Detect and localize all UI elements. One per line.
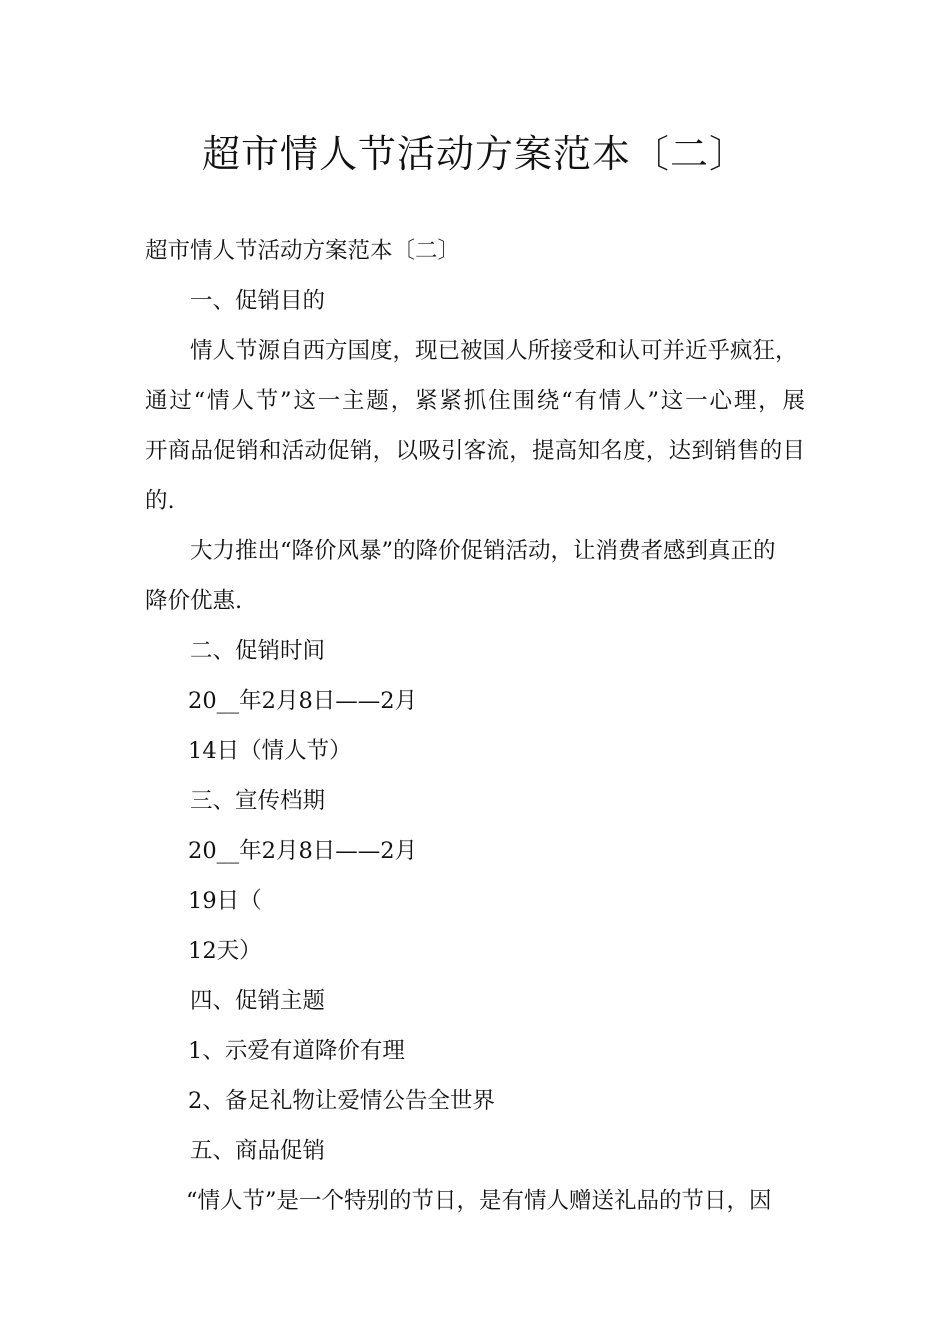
date-line: 19日（: [188, 888, 262, 914]
section-heading-goal: 一、促销目的: [190, 288, 326, 314]
date-line: 20__年2月8日——2月: [188, 688, 418, 714]
section-heading-promo-period: 三、宣传档期: [190, 788, 326, 814]
paragraph-line: 的.: [145, 488, 175, 514]
paragraph-line: 降价优惠.: [145, 588, 243, 614]
section-heading-theme: 四、促销主题: [190, 988, 326, 1014]
paragraph-line: “情人节”是一个特别的节日，是有情人赠送礼品的节日，因: [186, 1188, 772, 1214]
list-item: 1、示爱有道降价有理: [188, 1038, 405, 1064]
paragraph-line: 通过“情人节”这一主题，紧紧抓住围绕“有情人”这一心理，展: [145, 388, 805, 414]
list-item: 2、备足礼物让爱情公告全世界: [188, 1088, 495, 1114]
section-heading-products: 五、商品促销: [190, 1138, 326, 1164]
date-line: 14日（情人节）: [188, 738, 352, 764]
date-line: 12天）: [188, 938, 262, 964]
subtitle-line: 超市情人节活动方案范本〔二〕: [145, 238, 461, 264]
section-heading-time: 二、促销时间: [190, 638, 326, 664]
paragraph-line: 开商品促销和活动促销，以吸引客流，提高知名度，达到销售的目: [145, 438, 805, 464]
document-title: 超市情人节活动方案范本〔二〕: [201, 132, 748, 176]
paragraph-line: 大力推出“降价风暴”的降价促销活动，让消费者感到真正的: [190, 538, 776, 564]
date-line: 20__年2月8日——2月: [188, 838, 418, 864]
paragraph-line: 情人节源自西方国度，现已被国人所接受和认可并近乎疯狂，: [190, 338, 798, 364]
